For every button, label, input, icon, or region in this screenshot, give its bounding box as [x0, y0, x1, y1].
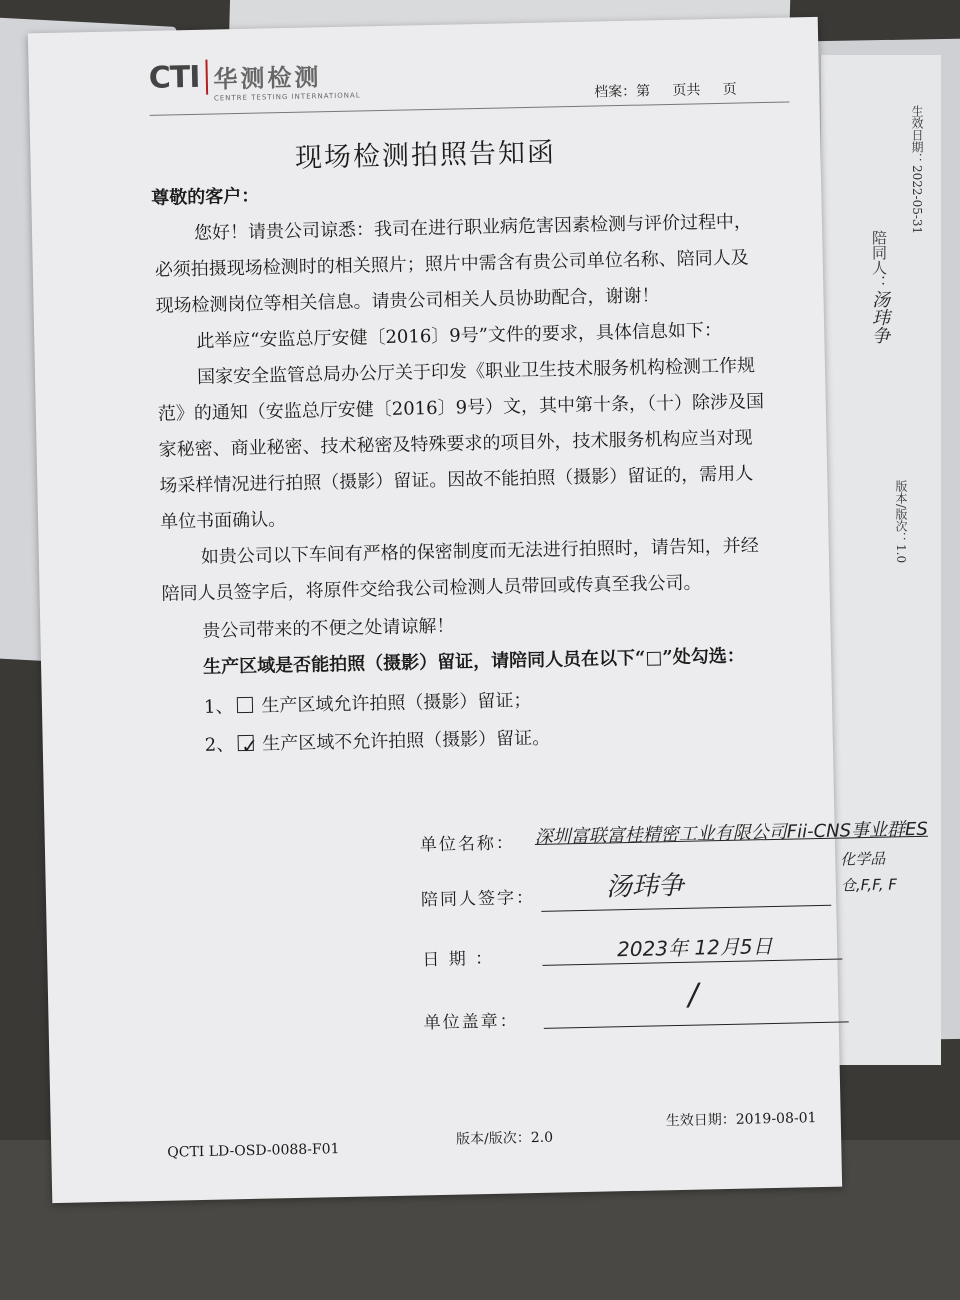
body-line: 如贵公司以下车间有严格的保密制度而无法进行拍照时，请告知，并经	[200, 535, 759, 568]
side-document	[820, 55, 941, 1065]
archive-page-info: 档案：第 页共 页	[594, 81, 737, 101]
body-line: 单位书面确认。	[159, 509, 287, 533]
document-title: 现场检测拍照告知函	[294, 137, 557, 174]
body-line: 陪同人员签字后，将原件交给我公司检测人员带回或传真至我公司。	[161, 572, 702, 605]
date-label: 日 期 ：	[422, 948, 495, 971]
seal-label: 单位盖章：	[423, 1011, 519, 1034]
body-line: 您好！请贵公司谅悉：我司在进行职业病危害因素检测与评价过程中，	[193, 211, 753, 244]
companion-signature-label: 陪同人签字：	[420, 887, 536, 911]
company-logo	[148, 56, 360, 103]
side-version: 版本/版次：1.0	[894, 480, 908, 564]
body-line: 此举应“安监总厅安健〔2016〕9号”文件的要求，具体信息如下：	[196, 319, 723, 352]
unit-name-label: 单位名称：	[419, 833, 516, 856]
checkmark-icon: ✓	[241, 733, 259, 759]
unit-name-note: 化学品仓,F,F, F	[840, 849, 898, 895]
seal-line	[544, 1021, 849, 1028]
body-line: 现场检测岗位等相关信息。请贵公司相关人员协助配合，谢谢！	[155, 285, 660, 317]
seal-value: /	[687, 977, 699, 1013]
companion-signature-line	[541, 905, 831, 912]
option-disallow: 2、 ✓ 生产区域不允许拍照（摄影）留证。	[204, 721, 550, 764]
option-allow: 1、 生产区域允许拍照（摄影）留证；	[203, 690, 532, 718]
form-code: QCTI LD-OSD-0088-F01	[167, 1141, 340, 1161]
effective-date: 生效日期：2019-08-01	[665, 1110, 817, 1130]
body-line: 必须拍摄现场检测时的相关照片；照片中需含有贵公司单位名称、陪同人及	[154, 247, 749, 281]
salutation: 尊敬的客户：	[151, 185, 260, 209]
body-line: 范》的通知（安监总厅安健〔2016〕9号）文，其中第十条，（十）除涉及国	[157, 391, 765, 425]
body-line: 场采样情况进行拍照（摄影）留证。因故不能拍照（摄影）留证的，需用人	[159, 463, 754, 497]
header-divider	[150, 101, 790, 115]
body-line: 贵公司带来的不便之处请谅解！	[202, 615, 455, 642]
side-effective-date: 生效日期：2022-05-31	[910, 105, 924, 235]
logo-english-name: CENTRE TESTING INTERNATIONAL	[213, 91, 361, 103]
body-line: 家秘密、商业秘密、技术秘密及特殊要求的项目外，技术服务机构应当对现	[158, 427, 753, 461]
companion-signature: 汤玮争	[605, 870, 685, 903]
logo-mark: CTI	[148, 60, 207, 96]
form-version: 版本/版次：2.0	[455, 1129, 554, 1148]
logo-chinese-name: 华测检测	[213, 63, 322, 94]
date-value: 2023年 12月5日	[616, 934, 773, 962]
unit-name-value: 深圳富联富桂精密工业有限公司Fii-CNS事业群ES	[534, 818, 929, 848]
body-line: 国家安全监管总局办公厅关于印发《职业卫生技术服务机构检测工作规	[196, 355, 756, 388]
checkbox-allow[interactable]	[237, 697, 253, 713]
checkbox-disallow[interactable]	[238, 733, 259, 759]
photo-question: 生产区域是否能拍照（摄影）留证，请陪同人员在以下“□”处勾选：	[202, 645, 745, 678]
side-companion-label: 陪同人：汤玮争	[869, 230, 890, 344]
